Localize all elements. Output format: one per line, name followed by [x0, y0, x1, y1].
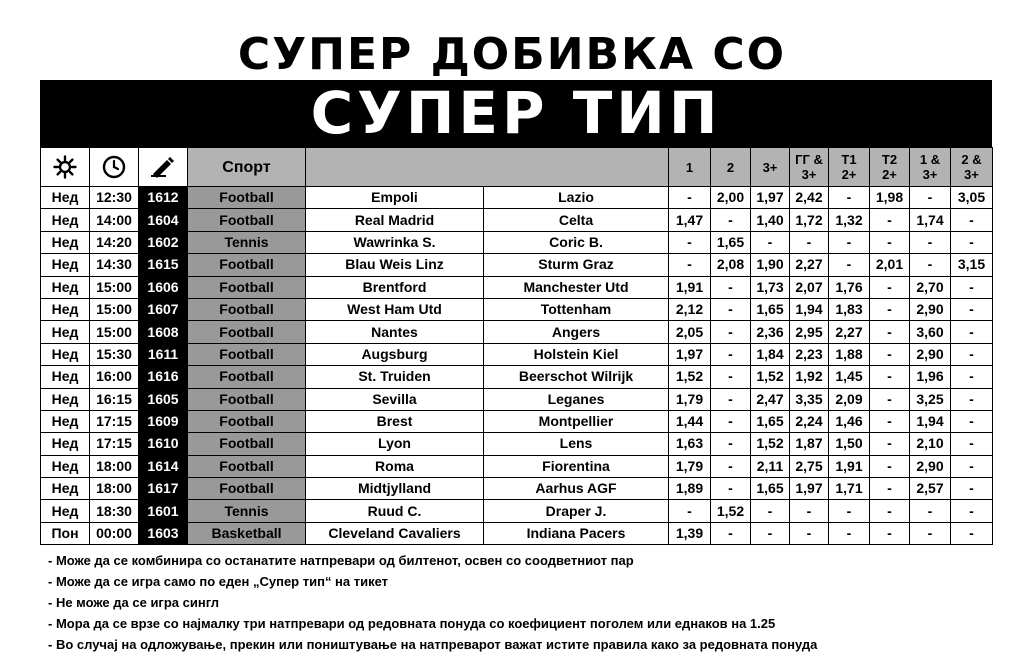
sport-cell: Football [188, 343, 306, 365]
day-cell: Нед [41, 276, 90, 298]
odds-cell: 2,95 [790, 321, 829, 343]
day-cell: Нед [41, 388, 90, 410]
home-team-cell: Augsburg [306, 343, 484, 365]
odds-cell: 1,96 [910, 366, 951, 388]
table-row [41, 410, 993, 432]
code-cell: 1605 [139, 388, 188, 410]
code-cell: 1602 [139, 231, 188, 253]
home-team-cell: Roma [306, 455, 484, 477]
home-team-cell: Sevilla [306, 388, 484, 410]
odds-cell: - [951, 478, 993, 500]
sport-cell: Football [188, 276, 306, 298]
odds-cell: 1,63 [669, 433, 711, 455]
page-title: СУПЕР ДОБИВКА СО [237, 29, 787, 80]
odds-cell: 2,23 [790, 343, 829, 365]
odds-cell: - [910, 522, 951, 544]
code-cell: 1612 [139, 187, 188, 209]
day-cell: Нед [41, 209, 90, 231]
odds-cell: - [751, 231, 790, 253]
odds-cell: - [711, 276, 751, 298]
odds-cell: - [711, 366, 751, 388]
time-cell: 15:30 [90, 343, 139, 365]
odds-cell: 1,65 [751, 410, 790, 432]
odds-cell: 2,90 [910, 298, 951, 320]
odds-cell: 2,24 [790, 410, 829, 432]
odds-table [40, 147, 993, 545]
odds-cell: - [669, 187, 711, 209]
away-team-cell: Aarhus AGF [484, 478, 669, 500]
odds-cell: 2,00 [711, 187, 751, 209]
odds-cell: - [711, 478, 751, 500]
odds-cell: - [870, 388, 910, 410]
code-cell: 1614 [139, 455, 188, 477]
odds-cell: - [711, 321, 751, 343]
table-row [41, 187, 993, 209]
odds-cell: - [910, 254, 951, 276]
odds-cell: - [870, 321, 910, 343]
odds-cell: 1,65 [751, 298, 790, 320]
odds-cell: - [951, 522, 993, 544]
odds-cell: - [711, 209, 751, 231]
sport-cell: Football [188, 388, 306, 410]
odds-cell: - [951, 343, 993, 365]
time-cell: 14:00 [90, 209, 139, 231]
time-cell: 16:15 [90, 388, 139, 410]
odds-cell: 2,27 [790, 254, 829, 276]
away-team-cell: Fiorentina [484, 455, 669, 477]
away-team-cell: Holstein Kiel [484, 343, 669, 365]
time-cell: 15:00 [90, 276, 139, 298]
time-cell: 15:00 [90, 321, 139, 343]
home-team-cell: Midtjylland [306, 478, 484, 500]
sport-cell: Football [188, 478, 306, 500]
odds-cell: - [951, 231, 993, 253]
odds-cell: - [951, 321, 993, 343]
time-cell: 18:30 [90, 500, 139, 522]
code-cell: 1610 [139, 433, 188, 455]
odds-cell: 2,47 [751, 388, 790, 410]
odds-cell: - [870, 478, 910, 500]
time-cell: 14:30 [90, 254, 139, 276]
away-team-cell: Lens [484, 433, 669, 455]
odds-cell: - [951, 298, 993, 320]
odds-cell: - [951, 388, 993, 410]
odds-cell: 1,76 [829, 276, 870, 298]
match-column-header [306, 148, 669, 187]
odds-cell: - [870, 231, 910, 253]
odds-cell: 2,70 [910, 276, 951, 298]
odds-cell: - [870, 455, 910, 477]
banner-title: СУПЕР ТИП [40, 80, 992, 147]
odds-cell: 2,57 [910, 478, 951, 500]
code-cell: 1616 [139, 366, 188, 388]
away-team-cell: Tottenham [484, 298, 669, 320]
sport-cell: Football [188, 366, 306, 388]
odds-cell: 1,46 [829, 410, 870, 432]
away-team-cell: Lazio [484, 187, 669, 209]
day-cell: Пон [41, 522, 90, 544]
away-team-cell: Manchester Utd [484, 276, 669, 298]
odds-header-t1-2plus: Т1 2+ [829, 148, 870, 187]
odds-cell: 1,97 [751, 187, 790, 209]
odds-cell: - [870, 522, 910, 544]
odds-cell: - [829, 231, 870, 253]
table-row [41, 298, 993, 320]
odds-cell: 1,74 [910, 209, 951, 231]
day-cell: Нед [41, 500, 90, 522]
home-team-cell: Empoli [306, 187, 484, 209]
odds-cell: - [951, 209, 993, 231]
odds-cell: - [711, 522, 751, 544]
odds-header-2: 2 [711, 148, 751, 187]
note-line: - Може да се комбинира со останатите натпревари од билтенот, освен со соодветниот пар [48, 553, 634, 568]
code-cell: 1601 [139, 500, 188, 522]
sport-column-header: Спорт [188, 148, 306, 187]
note-line: - Може да се игра само по еден „Супер тип“ на тикет [48, 574, 389, 589]
away-team-cell: Angers [484, 321, 669, 343]
day-cell: Нед [41, 254, 90, 276]
sport-cell: Tennis [188, 231, 306, 253]
day-cell: Нед [41, 298, 90, 320]
table-row [41, 455, 993, 477]
odds-cell: 1,94 [790, 298, 829, 320]
rules-notes [48, 550, 1008, 655]
odds-cell: - [711, 433, 751, 455]
day-cell: Нед [41, 410, 90, 432]
odds-cell: - [711, 410, 751, 432]
odds-cell: - [870, 366, 910, 388]
odds-cell: 1,94 [910, 410, 951, 432]
home-team-cell: West Ham Utd [306, 298, 484, 320]
odds-cell: - [751, 500, 790, 522]
away-team-cell: Sturm Graz [484, 254, 669, 276]
home-team-cell: Lyon [306, 433, 484, 455]
time-cell: 00:00 [90, 522, 139, 544]
sport-cell: Football [188, 455, 306, 477]
odds-cell: 1,52 [711, 500, 751, 522]
odds-cell: - [870, 433, 910, 455]
odds-cell: - [870, 500, 910, 522]
odds-cell: - [751, 522, 790, 544]
day-cell: Нед [41, 478, 90, 500]
note-line: - Не може да се игра сингл [48, 595, 220, 610]
table-row [41, 388, 993, 410]
table-header-row [41, 148, 993, 187]
odds-cell: 1,45 [829, 366, 870, 388]
code-cell: 1611 [139, 343, 188, 365]
odds-cell: - [951, 410, 993, 432]
day-cell: Нед [41, 433, 90, 455]
odds-cell: 3,15 [951, 254, 993, 276]
odds-cell: 1,47 [669, 209, 711, 231]
code-cell: 1617 [139, 478, 188, 500]
table-row [41, 366, 993, 388]
odds-cell: - [951, 366, 993, 388]
odds-cell: 2,09 [829, 388, 870, 410]
home-team-cell: Brest [306, 410, 484, 432]
time-cell: 17:15 [90, 410, 139, 432]
odds-cell: 3,35 [790, 388, 829, 410]
odds-cell: 1,79 [669, 455, 711, 477]
sport-cell: Tennis [188, 500, 306, 522]
odds-cell: 1,52 [669, 366, 711, 388]
time-cell: 16:00 [90, 366, 139, 388]
odds-cell: - [870, 209, 910, 231]
odds-cell: - [870, 410, 910, 432]
table-row [41, 231, 993, 253]
odds-cell: 1,90 [751, 254, 790, 276]
code-cell: 1615 [139, 254, 188, 276]
time-cell: 15:00 [90, 298, 139, 320]
home-team-cell: St. Truiden [306, 366, 484, 388]
odds-cell: - [870, 343, 910, 365]
odds-cell: 2,07 [790, 276, 829, 298]
odds-cell: - [829, 254, 870, 276]
odds-cell: 1,89 [669, 478, 711, 500]
home-team-cell: Brentford [306, 276, 484, 298]
code-cell: 1606 [139, 276, 188, 298]
odds-header-t2-2plus: Т2 2+ [870, 148, 910, 187]
odds-cell: 1,97 [669, 343, 711, 365]
sport-cell: Football [188, 254, 306, 276]
home-team-cell: Cleveland Cavaliers [306, 522, 484, 544]
code-cell: 1608 [139, 321, 188, 343]
odds-cell: - [870, 298, 910, 320]
odds-cell: 1,98 [870, 187, 910, 209]
code-cell: 1604 [139, 209, 188, 231]
table-row [41, 343, 993, 365]
away-team-cell: Draper J. [484, 500, 669, 522]
odds-cell: - [669, 254, 711, 276]
away-team-cell: Leganes [484, 388, 669, 410]
code-cell: 1607 [139, 298, 188, 320]
home-team-cell: Blau Weis Linz [306, 254, 484, 276]
time-cell: 18:00 [90, 455, 139, 477]
odds-cell: 2,27 [829, 321, 870, 343]
away-team-cell: Beerschot Wilrijk [484, 366, 669, 388]
odds-cell: - [711, 388, 751, 410]
odds-cell: 1,44 [669, 410, 711, 432]
odds-cell: - [951, 455, 993, 477]
odds-cell: 1,87 [790, 433, 829, 455]
away-team-cell: Montpellier [484, 410, 669, 432]
odds-cell: - [669, 500, 711, 522]
odds-cell: - [951, 433, 993, 455]
time-cell: 17:15 [90, 433, 139, 455]
home-team-cell: Wawrinka S. [306, 231, 484, 253]
day-cell: Нед [41, 231, 90, 253]
sport-cell: Football [188, 321, 306, 343]
day-cell: Нед [41, 343, 90, 365]
odds-cell: - [790, 500, 829, 522]
sport-cell: Football [188, 433, 306, 455]
odds-cell: 1,91 [669, 276, 711, 298]
sport-cell: Football [188, 209, 306, 231]
odds-cell: 2,01 [870, 254, 910, 276]
odds-cell: - [951, 276, 993, 298]
odds-cell: 2,75 [790, 455, 829, 477]
odds-cell: 1,39 [669, 522, 711, 544]
odds-cell: 3,25 [910, 388, 951, 410]
odds-cell: 1,84 [751, 343, 790, 365]
odds-cell: 1,71 [829, 478, 870, 500]
table-row [41, 500, 993, 522]
time-cell: 18:00 [90, 478, 139, 500]
home-team-cell: Nantes [306, 321, 484, 343]
odds-cell: 2,12 [669, 298, 711, 320]
home-team-cell: Ruud C. [306, 500, 484, 522]
odds-cell: 2,42 [790, 187, 829, 209]
table-row [41, 321, 993, 343]
clock-icon [90, 148, 139, 187]
note-line: - Во случај на одложување, прекин или поништување на натпреварот важат истите правила како за редовната понуда [48, 637, 818, 652]
note-line: - Мора да се врзе со најмалку три натпревари од редовната понуда со коефициент поголем или еднаков на 1.25 [48, 616, 776, 631]
odds-header-1-3plus: 1 & 3+ [910, 148, 951, 187]
day-cell: Нед [41, 321, 90, 343]
table-row [41, 209, 993, 231]
odds-cell: 1,97 [790, 478, 829, 500]
away-team-cell: Celta [484, 209, 669, 231]
odds-cell: - [870, 276, 910, 298]
pencil-icon [139, 148, 188, 187]
odds-cell: 2,90 [910, 455, 951, 477]
odds-cell: - [711, 455, 751, 477]
table-row [41, 276, 993, 298]
away-team-cell: Coric B. [484, 231, 669, 253]
sport-cell: Football [188, 410, 306, 432]
odds-cell: 2,90 [910, 343, 951, 365]
odds-cell: 1,52 [751, 366, 790, 388]
code-cell: 1609 [139, 410, 188, 432]
table-row [41, 433, 993, 455]
odds-cell: 2,10 [910, 433, 951, 455]
odds-cell: - [910, 187, 951, 209]
day-cell: Нед [41, 455, 90, 477]
odds-cell: - [910, 231, 951, 253]
odds-cell: 3,60 [910, 321, 951, 343]
odds-cell: 1,40 [751, 209, 790, 231]
odds-header-3plus: 3+ [751, 148, 790, 187]
table-row [41, 254, 993, 276]
odds-cell: - [711, 343, 751, 365]
time-cell: 14:20 [90, 231, 139, 253]
odds-cell: 2,08 [711, 254, 751, 276]
code-cell: 1603 [139, 522, 188, 544]
sport-cell: Basketball [188, 522, 306, 544]
day-cell: Нед [41, 187, 90, 209]
odds-cell: 1,52 [751, 433, 790, 455]
table-row [41, 478, 993, 500]
odds-cell: 1,92 [790, 366, 829, 388]
odds-cell: 1,50 [829, 433, 870, 455]
odds-cell: - [910, 500, 951, 522]
odds-cell: - [829, 187, 870, 209]
odds-cell: - [790, 522, 829, 544]
odds-header-1: 1 [669, 148, 711, 187]
odds-cell: 1,88 [829, 343, 870, 365]
sport-cell: Football [188, 298, 306, 320]
sun-icon [41, 148, 90, 187]
odds-header-2-3plus: 2 & 3+ [951, 148, 993, 187]
odds-cell: 3,05 [951, 187, 993, 209]
table-body [41, 187, 993, 545]
odds-cell: 1,72 [790, 209, 829, 231]
odds-cell: 1,65 [711, 231, 751, 253]
odds-header-gg-3plus: ГГ & 3+ [790, 148, 829, 187]
time-cell: 12:30 [90, 187, 139, 209]
odds-cell: 1,79 [669, 388, 711, 410]
odds-cell: - [669, 231, 711, 253]
odds-cell: 2,11 [751, 455, 790, 477]
odds-cell: 2,36 [751, 321, 790, 343]
away-team-cell: Indiana Pacers [484, 522, 669, 544]
odds-cell: - [951, 500, 993, 522]
home-team-cell: Real Madrid [306, 209, 484, 231]
odds-cell: - [829, 522, 870, 544]
odds-cell: 1,83 [829, 298, 870, 320]
table-row [41, 522, 993, 544]
day-cell: Нед [41, 366, 90, 388]
odds-cell: 1,73 [751, 276, 790, 298]
odds-cell: - [829, 500, 870, 522]
odds-cell: - [790, 231, 829, 253]
odds-cell: - [711, 298, 751, 320]
odds-cell: 1,91 [829, 455, 870, 477]
odds-cell: 2,05 [669, 321, 711, 343]
odds-cell: 1,65 [751, 478, 790, 500]
odds-cell: 1,32 [829, 209, 870, 231]
sport-cell: Football [188, 187, 306, 209]
